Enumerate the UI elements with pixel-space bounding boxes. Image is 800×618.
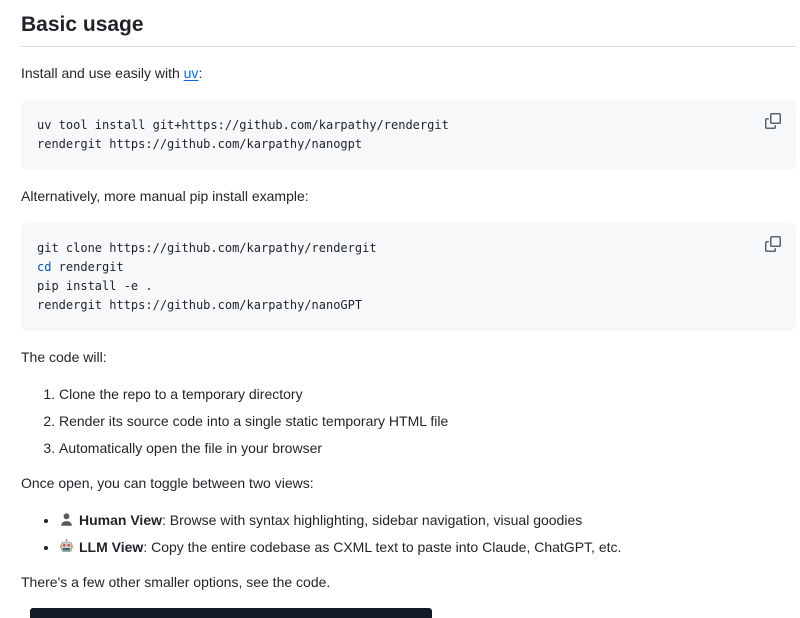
copy-icon [765, 117, 781, 132]
robot-face-icon [59, 539, 74, 554]
list-item-human-view [59, 510, 796, 531]
list-item: 3. Automatically open the file in your browser [59, 438, 796, 459]
views-label: Once open, you can toggle between two views: [21, 475, 314, 492]
alt-paragraph: Alternatively, more manual pip install example: [21, 188, 309, 205]
code-line: git clone https://github.com/karpathy/rendergit [37, 241, 377, 256]
code-text [37, 116, 780, 154]
copy-button[interactable] [760, 108, 786, 134]
code-block-pip-install [21, 223, 796, 331]
intro-text: Install and use easily with [21, 65, 184, 82]
list-item: 2. Render its source code into a single static temporary HTML file [59, 411, 796, 432]
code-line: rendergit https://github.com/karpathy/nanoGPT [37, 298, 363, 313]
copy-icon [765, 240, 781, 255]
section-heading: Basic usage [21, 12, 796, 47]
code-text [37, 239, 780, 315]
view-desc: : Browse with syntax highlighting, sidebar navigation, visual goodies [162, 512, 583, 529]
code-keyword-cd: cd [37, 260, 52, 275]
view-desc: : Copy the entire codebase as CXML text to paste into Claude, ChatGPT, etc. [143, 539, 622, 556]
code-line: rendergit [51, 260, 124, 275]
view-title: LLM View [79, 539, 144, 556]
list-item: 1. Clone the repo to a temporary directory [59, 384, 796, 405]
intro-paragraph [21, 63, 796, 84]
human-bust-icon [59, 512, 74, 527]
next-screenshot-partial-top-edge [30, 608, 432, 618]
code-line: rendergit https://github.com/karpathy/nanogpt [37, 137, 363, 152]
code-will-label: The code will: [21, 349, 107, 366]
code-line: uv tool install git+https://github.com/karpathy/rendergit [37, 118, 449, 133]
uv-link[interactable]: uv [183, 65, 199, 82]
list-item-llm-view [59, 537, 796, 558]
code-block-uv-install [21, 100, 796, 170]
copy-button[interactable] [760, 231, 786, 257]
outro-paragraph: There's a few other smaller options, see the code. [21, 574, 331, 591]
views-list [21, 510, 796, 558]
view-title: Human View [79, 512, 162, 529]
code-will-list [21, 384, 796, 459]
code-line: pip install -e . [37, 279, 153, 294]
intro-colon: : [198, 65, 203, 82]
